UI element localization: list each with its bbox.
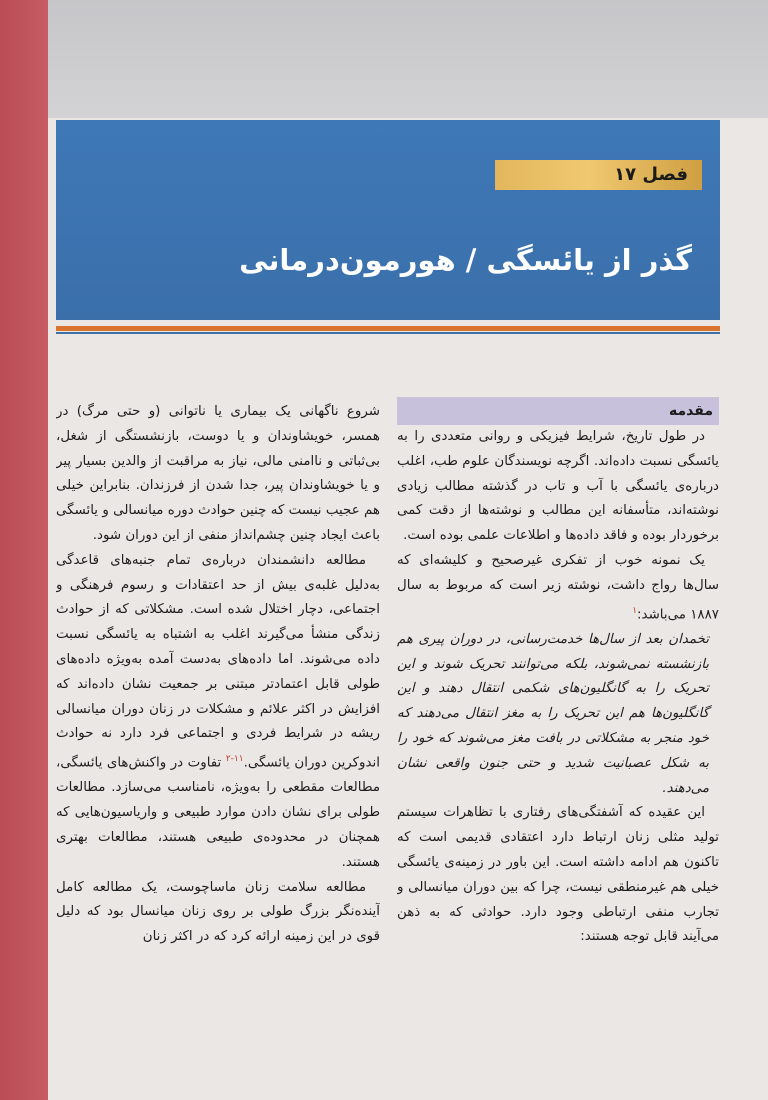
reference-mark: ۱۱-۲ — [225, 754, 244, 765]
paragraph-text: مطالعه دانشمندان درباره‌ی تمام جنبه‌های قاعدگی به‌دلیل غلبه‌ی بیش از حد اعتقادات و رسوم فرهنگی و اجتماعی، دچار اختلال شده است. مشکلاتی که از حوادث زندگی منشأ می‌گیرند اغلب به اشتباه به یائسگی نسبت داده می‌شوند. اما داده‌های به‌دست آمده به‌ویژه داده‌های طولی قابل اعتمادتر مبتنی بر جمعیت نشان داده‌اند که افزایش در اکثر علائم و مشکلات در زنان دوران میانسالی ریشه در شرایط فردی و اجتماعی فرد دارد نه حوادث اندوکرین دوران یائسگی. — [56, 552, 380, 771]
paragraph — [56, 549, 380, 876]
blue-rule — [56, 332, 720, 334]
paragraph: این عقیده که آشفتگی‌های رفتاری با تظاهرات سیستم تولید مثلی زنان ارتباط دارد اعتقادی قدیمی است که تاکنون هم ادامه داشته است. این باور در زمینه‌ی یائسگی خیلی هم غیرمنطقی نیست، چرا که بین دوران میانسالی و تجارب منفی ارتباطی وجود دارد. حوادثی که به ذهن می‌آیند قابل توجه هستند: — [397, 805, 719, 945]
paragraph: در طول تاریخ، شرایط فیزیکی و روانی متعددی را به یائسگی نسبت داده‌اند. اگرچه نویسندگان علوم طب، اغلب درباره‌ی یائسگی با آب و تاب در گذشته مطالب زیادی نوشته‌اند، متأسفانه این مطالب و نوشته‌ها از دقت کمی برخوردار بوده و فاقد داده‌ها و اطلاعات علمی بوده است. — [397, 429, 719, 544]
block-quote: تخمدان بعد از سال‌ها خدمت‌رسانی، در دوران پیری هم بازنشسته نمی‌شوند، بلکه می‌توانند تحریک شوند و این تحریک را به گانگلیون‌های شکمی انتقال دهند و این گانگلیون‌ها هم این تحریک را به مغز انتقال می‌دهند که خود منجر به مشکلاتی در بافت مغز می‌شوند که خود را به شکل عصبانیت شدید و حتی جنون واقعی نشان می‌دهند. — [397, 631, 709, 796]
paragraph — [397, 549, 719, 628]
chapter-label: فصل ۱۷ — [495, 160, 702, 190]
paragraph-text: تفاوت در واکنش‌های یائسگی، مطالعات مقطعی را به‌ویژه، نامناسب می‌سازد. مطالعات طولی برای نشان دادن موارد طبیعی و واریاسیون‌هایی که همچنان در محدوده‌ی طبیعی هستند، مطالعات بهتری هستند. — [56, 755, 380, 870]
orange-rule — [56, 326, 720, 331]
page-top-margin — [0, 0, 768, 118]
color-edge-strip — [0, 0, 48, 1100]
chapter-title: گذر از یائسگی / هورمون‌درمانی — [239, 243, 692, 277]
paragraph: شروع ناگهانی یک بیماری یا ناتوانی (و حتی مرگ) در همسر، خویشاوندان و یا دوست، بازنشستگی از شغل، بی‌ثباتی و ناامنی مالی، نیاز به مراقبت از والدین بسیار پیر و یا خویشاوندان پیر، جدا شدن از فرزندان. بنابراین خیلی هم عجیب نیست که چنین حوادث دوره میانسالی و یائسگی باعث ایجاد چنین چشم‌انداز منفی از این دوران شود. — [56, 404, 380, 543]
reference-mark: ۱ — [632, 605, 638, 616]
paragraph-text: یک نمونه خوب از تفکری غیرصحیح و کلیشه‌ای که سال‌ها رواج داشت، نوشته زیر است که مربوط به سال ۱۸۸۷ می‌باشد: — [397, 552, 719, 623]
left-column — [56, 400, 380, 1100]
section-title: مقدمه — [397, 397, 719, 425]
chapter-header — [56, 120, 720, 320]
right-column — [397, 425, 719, 1100]
paragraph: مطالعه سلامت زنان ماساچوست، یک مطالعه کامل آینده‌نگر بزرگ طولی بر روی زنان میانسال بود که دلیل قوی در این زمینه ارائه کرد که در اکثر زنان — [56, 879, 380, 945]
